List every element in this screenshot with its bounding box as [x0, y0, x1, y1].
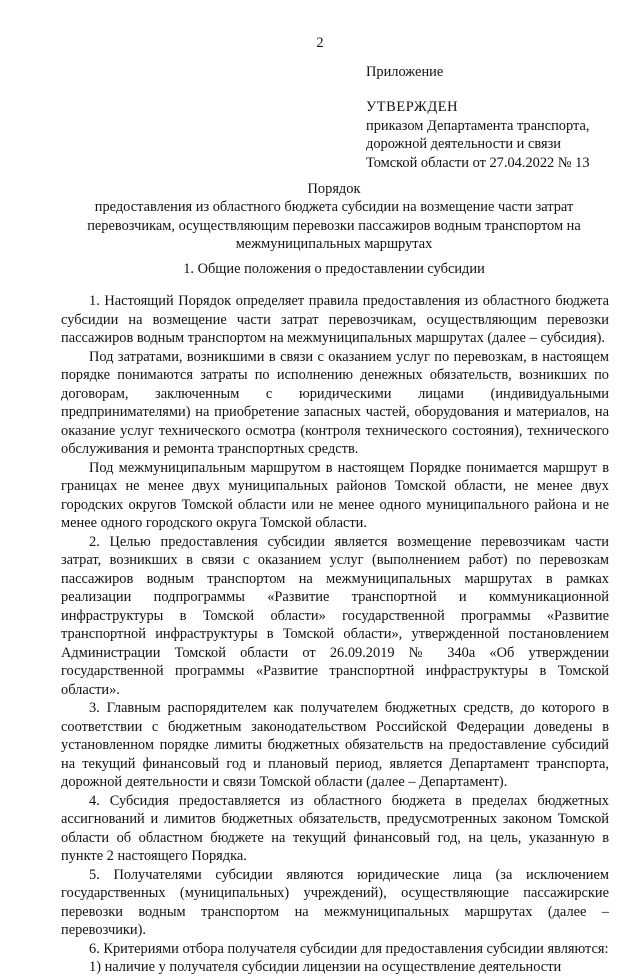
paragraph-3: 3. Главным распорядителем как получателем бюджетных средств, до которого в соответствии с бюджетным законодательством Российской Федерации доведены в установленном порядке лимиты бюджетных обязательств на предоставление субсидий на текущий финансовый год и плановый период, является Департамент транспорта, дорожной деятельности и связи Томской области (далее – Департамент). [61, 700, 609, 790]
paragraph-5: 5. Получателями субсидии являются юридические лица (за исключением государственных (муниципальных) учреждений), осуществляющие пассажирские перевозки водным транспортом на межмуниципальных маршрутах (далее – перевозчики). [61, 866, 609, 938]
section-heading: 1. Общие положения о предоставлении субсидии [183, 261, 485, 277]
approval-line: дорожной деятельности и связи [366, 136, 561, 152]
subtitle-line: перевозчикам, осуществляющим перевозки пассажиров водным транспортом на [87, 217, 581, 234]
approval-block [366, 98, 626, 172]
subtitle-line: межмуниципальных маршрутах [235, 236, 433, 252]
approved-label: УТВЕРЖДЕН [366, 99, 459, 115]
paragraph-costs-definition: Под затратами, возникшими в связи с оказанием услуг по перевозкам, в настоящем порядке понимаются затраты по исполнению денежных обязательств, возникших по договорам, заключенным с юридическими лицами (индивидуальными предпринимателями) на приобретение запасных частей, оборудования и материалов, на оказание услуг технического осмотра (контроля технического состояния), технического обслуживания и ремонта транспортных средств. [61, 348, 609, 457]
paragraph-2: 2. Целью предоставления субсидии является возмещение перевозчикам части затрат, возникших в связи с оказанием услуг (выполнением работ) по перевозкам пассажиров водным транспортом на межмуниципальных маршрутах в рамках реализации подпрограммы «Развитие транспортной и коммуникационной инфраструктуры в Томской области» государственной программы «Развитие транспортной инфраструктуры в Томской области», утвержденной постановлением Администрации Томской области от 26.09.2019 № 340а «Об утверждении государственной программы «Развитие транспортной инфраструктуры в Томской области». [61, 533, 609, 698]
paragraph-4: 4. Субсидия предоставляется из областного бюджета в пределах бюджетных ассигнований и лимитов бюджетных обязательств, предусмотренных законом Томской области об областном бюджете на текущий финансовый год, на цель, указанную в пункте 2 настоящего Порядка. [61, 792, 609, 864]
approval-line: Томской области от 27.04.2022 № 13 [366, 154, 590, 171]
paragraph-6-1: 1) наличие у получателя субсидии лицензии на осуществление деятельности [89, 959, 562, 975]
document-title: Порядок [307, 181, 361, 197]
appendix-label: Приложение [366, 64, 444, 80]
paragraph-6: 6. Критериями отбора получателя субсидии для предоставления субсидии являются: [89, 940, 609, 957]
body-text [61, 292, 609, 977]
approval-line: приказом Департамента транспорта, [366, 117, 590, 134]
paragraph-1: 1. Настоящий Порядок определяет правила предоставления из областного бюджета субсидии на возмещение части затрат перевозчикам, осуществляющим перевозки пассажиров водным транспортом на межмуниципальных маршрутах (далее – субсидия). [61, 293, 609, 346]
page-number: 2 [316, 35, 324, 51]
document-subtitle [60, 198, 608, 254]
paragraph-route-definition: Под межмуниципальным маршрутом в настоящем Порядке понимается маршрут в границах не менее двух муниципальных районов Томской области, не менее двух городских округов Томской области или не менее одного муниципального района и не менее одного городского округа Томской области. [61, 459, 609, 531]
subtitle-line: предоставления из областного бюджета субсидии на возмещение части затрат [94, 199, 574, 215]
